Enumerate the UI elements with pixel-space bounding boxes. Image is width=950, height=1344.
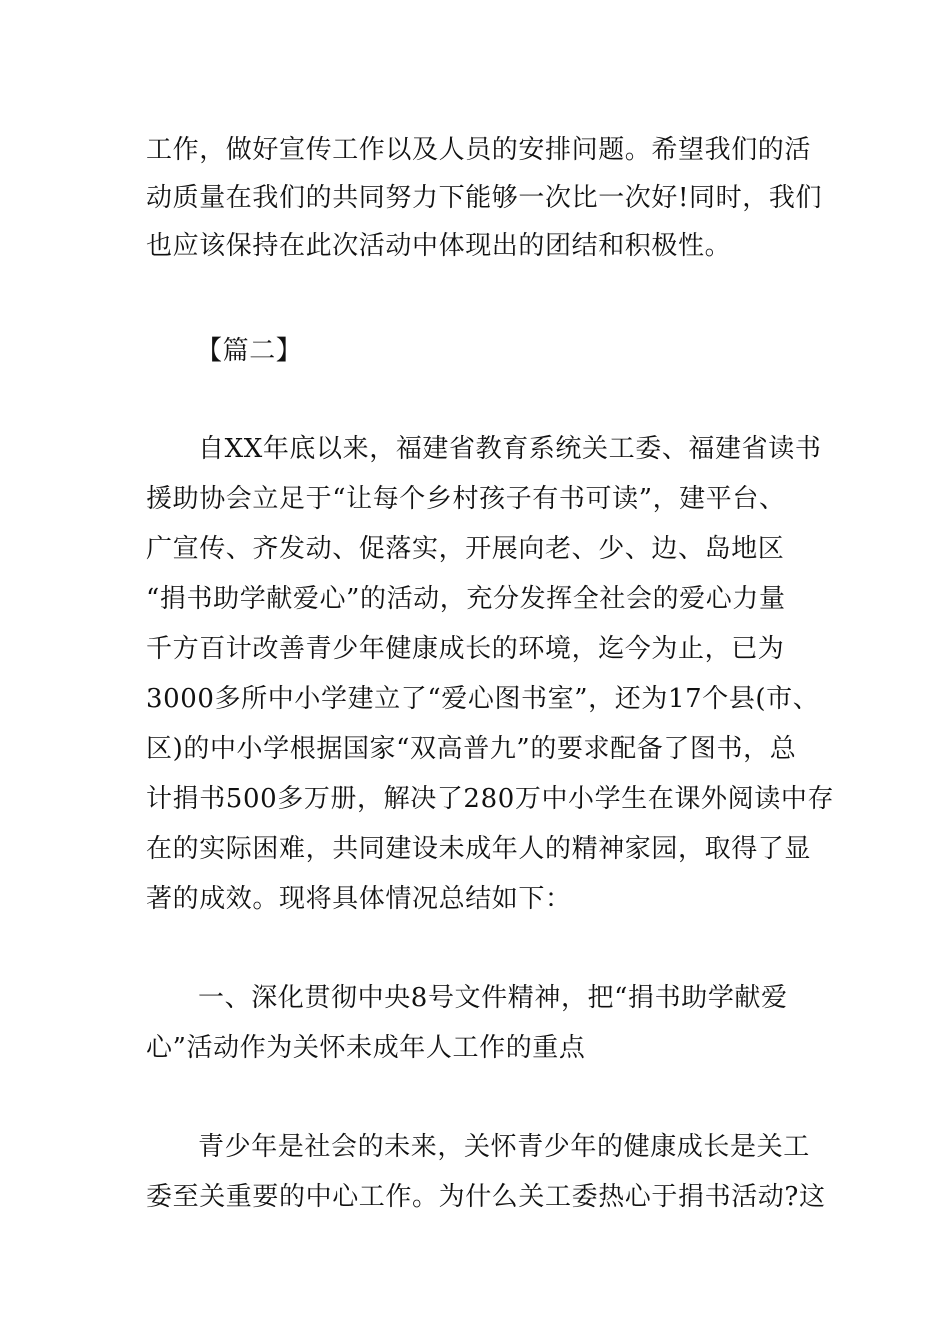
paragraph-2-line-4: “捐书助学献爱心”的活动，充分发挥全社会的爱心力量 xyxy=(146,584,786,614)
paragraph-2-line-7: 区)的中小学根据国家“双高普九”的要求配备了图书，总 xyxy=(146,734,797,764)
paragraph-2-line-8: 计捐书500多万册，解决了280万中小学生在课外阅读中存 xyxy=(146,784,835,814)
paragraph-1-line-3: 也应该保持在此次活动中体现出的团结和积极性。 xyxy=(146,231,732,261)
paragraph-2-line-5: 千方百计改善青少年健康成长的环境，迄今为止，已为 xyxy=(146,634,785,664)
paragraph-3-line-2: 委至关重要的中心工作。为什么关工委热心于捐书活动?这 xyxy=(146,1182,826,1212)
paragraph-3-line-1: 青少年是社会的未来，关怀青少年的健康成长是关工 xyxy=(198,1132,810,1162)
paragraph-2-line-2: 援助协会立足于“让每个乡村孩子有书可读”，建平台、 xyxy=(146,484,786,514)
subheading-line-2: 心”活动作为关怀未成年人工作的重点 xyxy=(146,1033,586,1063)
paragraph-1-line-2: 动质量在我们的共同努力下能够一次比一次好!同时，我们 xyxy=(146,183,823,213)
paragraph-2-line-3: 广宣传、齐发动、促落实，开展向老、少、边、岛地区 xyxy=(146,534,785,564)
paragraph-2-line-1: 自XX年底以来，福建省教育系统关工委、福建省读书 xyxy=(198,434,822,464)
paragraph-2-line-9: 在的实际困难，共同建设未成年人的精神家园，取得了显 xyxy=(146,834,812,864)
section-heading: 【篇二】 xyxy=(196,336,303,366)
paragraph-1-line-1: 工作，做好宣传工作以及人员的安排问题。希望我们的活 xyxy=(146,135,812,165)
paragraph-2-line-6: 3000多所中小学建立了“爱心图书室”，还为17个县(市、 xyxy=(146,684,820,714)
subheading-line-1: 一、深化贯彻中央8号文件精神，把“捐书助学献爱 xyxy=(198,983,788,1013)
paragraph-2-line-10: 著的成效。现将具体情况总结如下： xyxy=(146,884,572,914)
